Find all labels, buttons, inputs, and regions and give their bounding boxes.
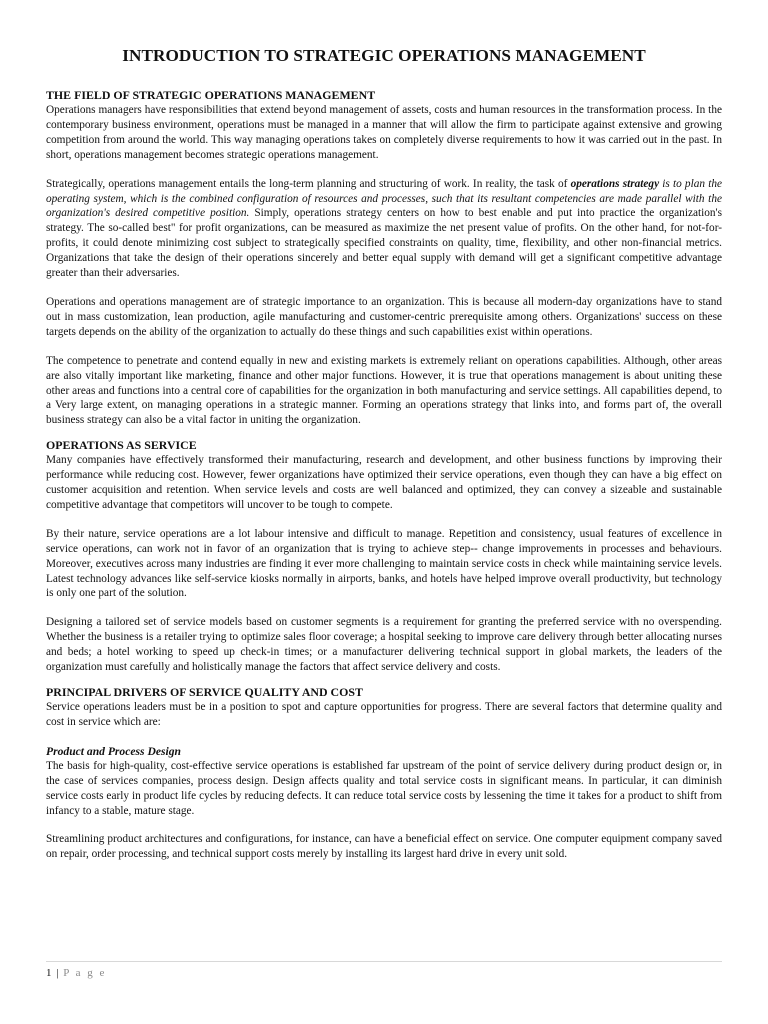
paragraph: Operations and operations management are of strategic importance to an organization. This is because all modern-day organizations have to stand out in mass customization, lean production, agile manufacturing and customer-centric prerequisite among others. Organizations' success on these targets depends on the ability of the organization to actually do these things and such capabilities exist within operations. (46, 295, 722, 338)
paragraph: Service operations leaders must be in a position to spot and capture opportunities for progress. There are several factors that determine quality and cost in service which are: (46, 701, 722, 728)
emphasis-term: operations strategy (570, 177, 660, 190)
text-run: Strategically, operations management entails the long-term planning and structuring of work. In reality, the task of (46, 177, 571, 190)
paragraph: Many companies have effectively transformed their manufacturing, research and development, and other business functions by improving their performance while reducing cost. However, fewer organizations have optimized their service operations, even though they can have a big effect on customer acquisition and retention. When service levels and costs are well balanced and optimized, they can convey a sizeable and sustainable competitive advantage that competitors will uncover to be tough to compete. (46, 454, 722, 511)
paragraph: Streamlining product architectures and configurations, for instance, can have a beneficial effect on service. One computer equipment company saved on repair, order processing, and technical support costs merely by installing its largest hard drive in every unit sold. (46, 833, 722, 861)
text-run: Simply, operations strategy centers on how to best enable and put into practice the organization's strategy. The so-called best" for profit organizations, can be measured as maximize the net present value of profits. On the other hand, for not-for-profits, it could denote minimizing cost subject to strategically specified constraints on quality, time, flexibility, and other non-financial metrics. Organizations that take the design of their operations sincerely and better equal supply with demand will get a significant competitive advantage greater than their adversaries. (46, 207, 722, 280)
sub-heading-product-design: Product and Process Design (46, 744, 181, 758)
paragraph: Designing a tailored set of service models based on customer segments is a requirement for granting the preferred service with no overspending. Whether the business is a retailer trying to optimize sales floor coverage; a hospital seeking to improve care delivery through better allocating nurses and beds; a hotel working to speed up check-in times; or a manufacturer delivering technical support in global markets, the leaders of the organization must carefully and holistically manage the factors that affect service delivery and costs. (46, 616, 722, 674)
page-label: P a g e (63, 967, 107, 979)
paragraph: Operations managers have responsibilities that extend beyond management of assets, costs and human resources in the transformation process. In the contemporary business environment, operations must be managed in a manner that will allow the firm to participate against extensive and growing competition from around the world. This way managing operations takes on completely diverse requirements to how it was carried out in the past. In short, operations management becomes strategic operations management. (46, 104, 722, 161)
page-number: 1 (46, 967, 52, 979)
section-heading-service: OPERATIONS AS SERVICE (46, 438, 197, 453)
section-heading-field: THE FIELD OF STRATEGIC OPERATIONS MANAGEMENT (46, 88, 376, 102)
paragraph: The basis for high-quality, cost-effective service operations is established far upstream of the point of service delivery during product design or, in the case of services companies, process design. Design affects quality and total service costs in significant means. In particular, it can diminish service costs early in product life cycles by reducing defects. It can reduce total service costs by lessening the time it takes for a product to shift from infancy to a stable, mature stage. (46, 759, 722, 817)
page-footer (46, 961, 722, 979)
section-heading-drivers: PRINCIPAL DRIVERS OF SERVICE QUALITY AND COST (46, 685, 363, 699)
paragraph (46, 177, 722, 281)
footer-separator: | (56, 967, 59, 979)
italic-text-run: is to plan the operating system, which is the combined configuration of resources and processes, such that its resultant competencies are made parallel with the organization's desired competitive position. (46, 177, 722, 220)
paragraph: The competence to penetrate and contend equally in new and existing markets is extremely reliant on operations capabilities. Although, other areas are also vitally important like marketing, finance and other major functions. However, it is true that operations management is about uniting these other areas and functions into a central core of capabilities for the organization in both manufacturing and service settings. All capabilities depend, to a Very large extent, on managing operations in a strategic manner. Forming an operations strategy that links into, and forms part of, the overall business strategy can also be a vital factor in uniting the organization. (46, 354, 722, 427)
paragraph: By their nature, service operations are a lot labour intensive and difficult to manage. Repetition and consistency, usual features of excellence in service operations, can work not in favor of an organization that is trying to achieve step-- change improvements in processes and behaviours. Moreover, executives across many industries are finding it ever more challenging to maintain service costs in check while maintaining service levels. Latest technology advances like self-service kiosks normally in airports, banks, and hotels have helped improve overall productivity, but technology is only one part of the solution. (46, 527, 722, 600)
document-title: INTRODUCTION TO STRATEGIC OPERATIONS MANAGEMENT (122, 46, 646, 65)
